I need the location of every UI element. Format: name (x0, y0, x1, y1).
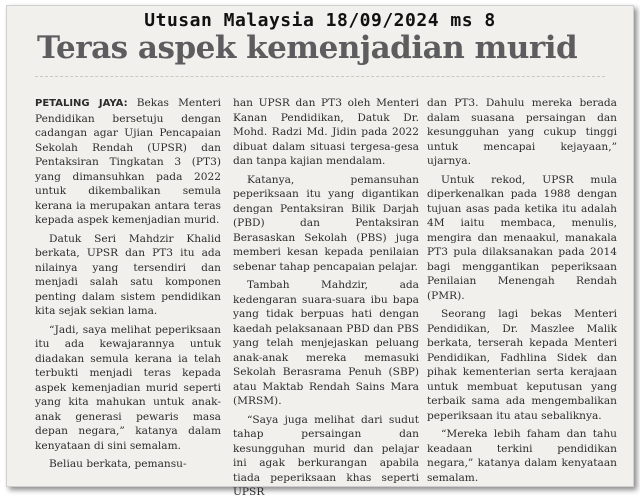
paragraph (35, 96, 221, 228)
paragraph: “Saya juga melihat dari sudut tahap persaingan dan kesungguhan murid dan pelajar ini agak berkurangan apabila tiada peperiksaan khas seperti UPSR (233, 413, 419, 498)
headline: Teras aspek kemenjadian murid (37, 30, 578, 66)
paragraph: Beliau berkata, pemansu- (49, 458, 187, 470)
paragraph: dan PT3. Dahulu mereka berada dalam suasana persaingan dan kesungguhan yang cukup tinggi untuk mencapai kejayaan,” ujarnya. (427, 97, 617, 167)
dateline: PETALING JAYA: (35, 98, 128, 109)
paragraph: “Mereka lebih faham dan tahu keadaan terkini pendidikan negara,” katanya dalam kenyataan semalam. (427, 428, 617, 484)
article-column-2 (233, 96, 419, 500)
paragraph: Katanya, pemansuhan peperiksaan itu yang digantikan dengan Pentaksiran Bilik Darjah (PBD) dan Pentaksiran Berasaskan Sekolah (PBS) juga memberi kesan kepada penilaian sebenar tahap pencapaian pelajar. (233, 173, 419, 273)
paragraph: Seorang lagi bekas Menteri Pendidikan, Dr. Maszlee Malik berkata, terserah kepada Menteri Pendidikan, Fadhlina Sidek dan pihak kementerian serta kerajaan untuk membuat keputusan yang terbaik sama ada mengembalikan peperiksaan itu atau sebaliknya. (427, 308, 617, 422)
paragraph: Tambah Mahdzir, ada kedengaran suara-suara ibu bapa yang tidak berpuas hati dengan kaedah pelaksanaan PBD dan PBS yang telah menjejaskan peluang anak-anak mereka memasuki Sekolah Berasrama Penuh (SBP) atau Maktab Rendah Sains Mara (MRSM). (233, 279, 419, 407)
paragraph-text: Bekas Menteri Pendidikan bersetuju dengan cadangan agar Ujian Pencapaian Sekolah Rendah (UPSR) dan Pentaksiran Tingkatan 3 (PT3) yang dimansuhkan pada 2022 untuk dikembalikan semula kerana ia merupakan antara teras kepada aspek kemenjadian murid. (35, 97, 221, 226)
divider (35, 76, 605, 77)
paragraph: han UPSR dan PT3 oleh Menteri Kanan Pendidikan, Datuk Dr. Mohd. Radzi Md. Jidin pada 2022 dibuat dalam situasi tergesa-gesa dan tanpa kajian mendalam. (233, 97, 419, 167)
article-column-1 (35, 96, 221, 472)
paragraph: Untuk rekod, UPSR mula diperkenalkan pada 1988 dengan tujuan asas pada ketika itu adalah 4M iaitu membaca, menulis, mengira dan menaakul, manakala PT3 pula dilaksanakan pada 2014 bagi menggantikan peperiksaan Penilaian Menengah Rendah (PMR). (427, 173, 617, 302)
source-label: Utusan Malaysia 18/09/2024 ms 8 (144, 10, 496, 31)
paragraph: “Jadi, saya melihat peperiksaan itu ada kewajarannya untuk diadakan semula kerana ia telah terbukti menjadi teras kepada aspek kemenjadian murid seperti yang kita mahukan untuk anak-anak generasi pewaris masa depan negara,” katanya dalam kenyataan di sini semalam. (35, 323, 221, 452)
article-column-3 (427, 96, 617, 485)
newspaper-clipping (6, 5, 634, 498)
paragraph: Datuk Seri Mahdzir Khalid berkata, UPSR dan PT3 itu ada nilainya yang tersendiri dan menjadi salah satu komponen penting dalam sistem pendidikan kita sejak sekian lama. (35, 232, 221, 317)
